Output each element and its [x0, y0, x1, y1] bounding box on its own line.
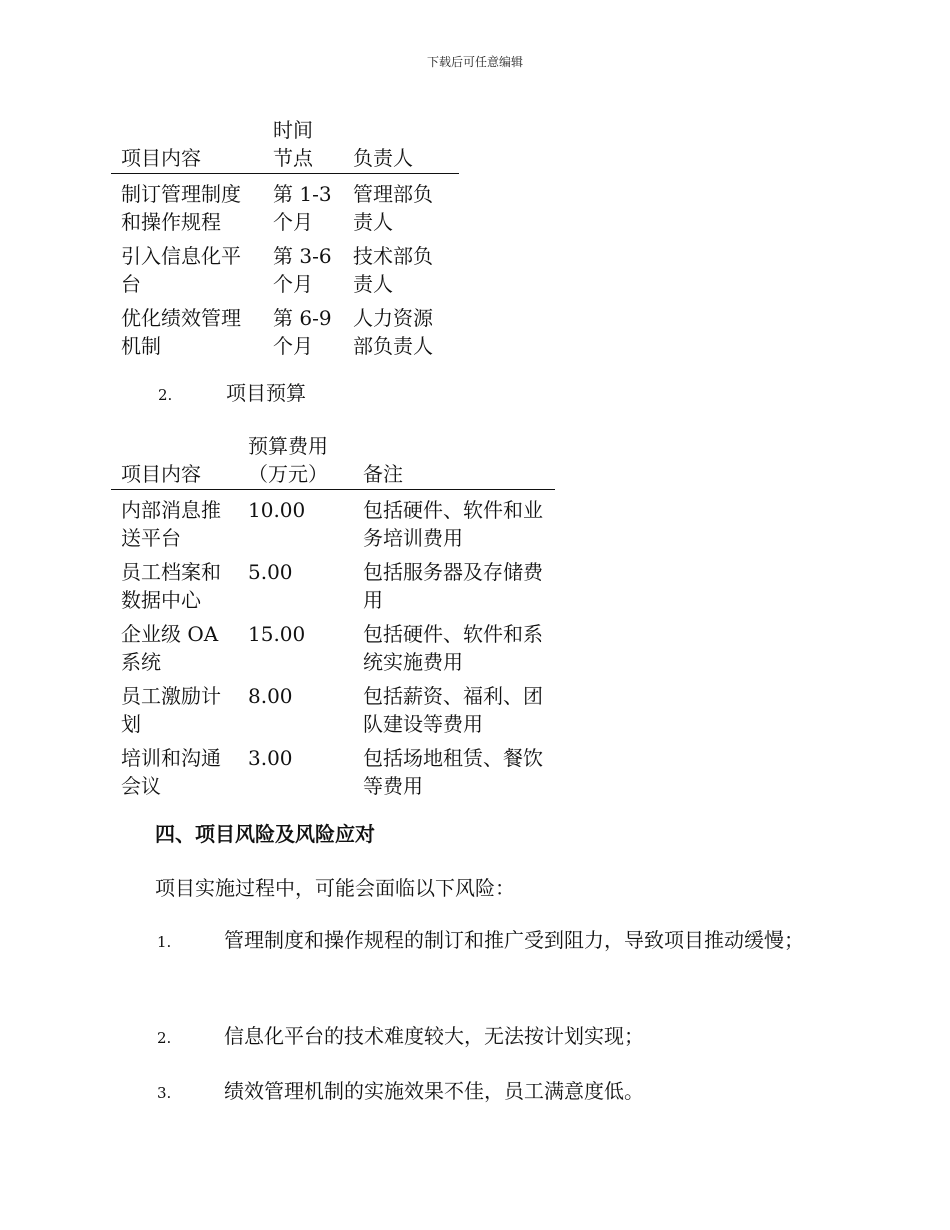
- table-cell: 培训和沟通会议: [121, 746, 221, 798]
- table-cell: 包括服务器及存储费用: [363, 560, 543, 612]
- table-cell: 包括硬件、软件和业务培训费用: [363, 498, 543, 550]
- table-cell: 5.00: [248, 560, 293, 584]
- column-header: [263, 116, 343, 174]
- table-cell: 10.00: [248, 498, 306, 522]
- column-header: 项目内容: [121, 146, 201, 170]
- list-text: 管理制度和操作规程的制订和推广受到阻力，导致项目推动缓慢；: [224, 928, 804, 952]
- table-header-row: [111, 116, 459, 174]
- list-text: 绩效管理机制的实施效果不佳，员工满意度低。: [224, 1079, 644, 1103]
- table-header-row: [111, 432, 555, 490]
- list-number: 3.: [157, 1084, 172, 1102]
- column-header: 负责人: [353, 146, 413, 170]
- table-row: [111, 615, 555, 677]
- column-header: 项目内容: [121, 462, 201, 486]
- table-cell: 管理部负责人: [353, 182, 433, 234]
- budget-table: [111, 432, 555, 801]
- table-cell: 企业级 OA 系统: [121, 622, 219, 674]
- section-title: 项目预算: [226, 381, 306, 405]
- table-row: [111, 490, 555, 554]
- table-row: [111, 553, 555, 615]
- list-number: 1.: [157, 933, 172, 951]
- table-cell: 8.00: [248, 684, 293, 708]
- table-cell: 制订管理制度和操作规程: [121, 182, 241, 234]
- table-cell: 3.00: [248, 746, 293, 770]
- table-row: [111, 174, 459, 238]
- table-cell: 员工激励计划: [121, 684, 221, 736]
- table-cell: 人力资源部负责人: [353, 306, 433, 358]
- table-cell: 包括硬件、软件和系统实施费用: [363, 622, 543, 674]
- table-cell: 优化绩效管理机制: [121, 306, 241, 358]
- column-header-text: 时间 节点: [273, 118, 313, 170]
- table-cell: 15.00: [248, 622, 306, 646]
- table-cell: 技术部负责人: [353, 244, 433, 296]
- table-cell: 包括场地租赁、餐饮等费用: [363, 746, 543, 798]
- table-row: [111, 677, 555, 739]
- table-cell: 包括薪资、福利、团队建设等费用: [363, 684, 543, 736]
- budget-section-heading: [158, 377, 306, 406]
- risk-intro: 项目实施过程中，可能会面临以下风险：: [155, 876, 515, 900]
- list-item: [111, 920, 831, 961]
- risk-section-heading: 四、项目风险及风险应对: [155, 822, 375, 846]
- table-row: [111, 299, 459, 361]
- table-cell: 第 3-6 个月: [273, 244, 332, 296]
- table-cell: 第 1-3 个月: [273, 182, 332, 234]
- table-cell: 内部消息推送平台: [121, 498, 221, 550]
- list-item: [111, 1071, 831, 1112]
- table-row: [111, 739, 555, 801]
- table-cell: 员工档案和数据中心: [121, 560, 221, 612]
- table-cell: 第 6-9 个月: [273, 306, 332, 358]
- schedule-table: [111, 116, 459, 361]
- table-cell: 引入信息化平台: [121, 244, 241, 296]
- table-row: [111, 237, 459, 299]
- column-header: 预算费用（万元）: [248, 434, 328, 486]
- section-number: 2.: [158, 386, 173, 404]
- list-item: [111, 1016, 831, 1057]
- column-header: 备注: [363, 462, 403, 486]
- list-text: 信息化平台的技术难度较大，无法按计划实现；: [224, 1024, 644, 1048]
- page-header: 下载后可任意编辑: [426, 55, 523, 69]
- list-number: 2.: [157, 1029, 172, 1047]
